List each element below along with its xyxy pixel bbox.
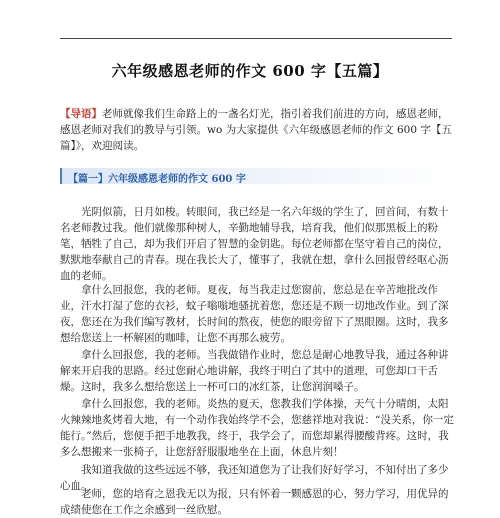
body-paragraph-6: 老师，您的培育之恩我无以为报，只有怀着一颗感恩的心，努力学习，用优异的成绩使您在工作之余感到一丝欣慰。: [60, 488, 449, 516]
body-paragraph-4: 拿什么回报您，我的老师。炎热的夏天，您教我们学体操，天气十分晴朗，太阳火辣辣地炙烤着大地，有一个动作我始终学不会，您慈祥地对我说：“没关系，你一定能行。”然后，您便手把手地教我，终于，我学会了，而您却累得腰酸背疼。这时，我多么想搬来一张椅子，让您舒舒服服地坐在上面，休息片刻！: [60, 398, 454, 458]
section-heading-text: 【篇一】六年级感恩老师的作文 600 字: [68, 174, 246, 185]
intro-paragraph: [60, 106, 455, 154]
page-title: 六年级感恩老师的作文 600 字【五篇】: [111, 62, 389, 80]
intro-text: 老师就像我们生命路上的一盏名灯光，指引着我们前进的方向，感恩老师，感恩老师对我们的教导与引领。wo 为大家提供《六年级感恩老师的作文 600 字【五篇】》，欢迎阅读。: [60, 108, 452, 152]
header-rule: [60, 38, 452, 39]
body-paragraph-2: 拿什么回报您，我的老师。夏夜，每当我走过您窗前，您总是在辛苦地批改作业，汗水打湿了您的衣衫，蚊子嗡嗡地骚扰着您，您还是不顾一切地改作业。到了深夜，您还在为我们编写教材，长时间的熬夜，使您的眼旁留下了黑眼圈。这时，我多想给您送上一杯解困的咖啡，让您不再那么疲劳。: [60, 284, 449, 344]
section-heading: [60, 168, 456, 184]
body-paragraph-1: 光阴似箭，日月如梭。转眼间，我已经是一名六年级的学生了，回首间，有数十名老师教过我。他们就像那种树人，辛勤地辅导我，培育我，他们似那黑板上的粉笔，牺牲了自己，却为我们开启了智慧的金钥匙。每位老师都在坚守着自己的岗位，默默地奉献自己的青春。现在我长大了，懂事了，我就在想，拿什么回报曾经呕心沥血的老师。: [60, 206, 449, 282]
intro-tag: 【导语】: [60, 108, 102, 120]
body-paragraph-5: 我知道我做的这些远远不够，我还知道您为了让我们好好学习，不知付出了多少心血。: [60, 464, 449, 492]
body-paragraph-3: 拿什么回报您，我的老师。当我做错作业时，您总是耐心地教导我，通过各种讲解来开启我的思路。经过您耐心地讲解，我终于明白了其中的道理，可您却口干舌燥。这时，我多么想给您送上一杯可口的冰红茶，让您润润嗓子。: [60, 349, 449, 393]
